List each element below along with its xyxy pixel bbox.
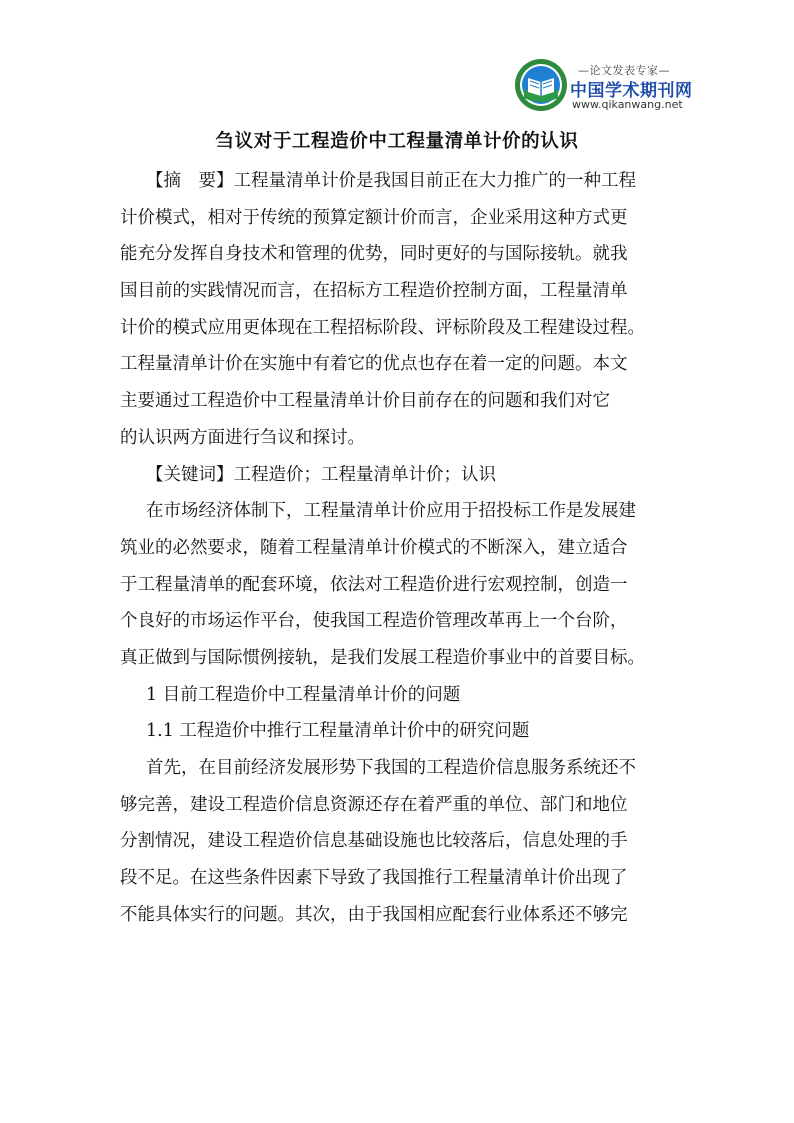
paragraph-line: 筑业的必然要求，随着工程量清单计价模式的不断深入，建立适合 <box>120 537 628 558</box>
abstract-line: 国目前的实践情况而言，在招标方工程造价控制方面，工程量清单 <box>120 281 628 302</box>
logo-url: www.qikanwang.net <box>572 98 683 111</box>
paragraph-line: 分割情况，建设工程造价信息基础设施也比较落后，信息处理的手 <box>120 831 628 852</box>
paragraph-line: 不能具体实行的问题。其次，由于我国相应配套行业体系还不够完 <box>120 904 628 925</box>
abstract-line: 【摘 要】工程量清单计价是我国目前正在大力推广的一种工程 <box>146 171 636 191</box>
abstract-line: 计价模式，相对于传统的预算定额计价而言，企业采用这种方式更 <box>120 207 628 228</box>
logo-emblem-icon <box>514 58 568 112</box>
paragraph-line: 在市场经济体制下，工程量清单计价应用于招投标工作是发展建 <box>146 501 636 522</box>
keywords-line: 【关键词】工程造价；工程量清单计价；认识 <box>146 464 496 485</box>
paragraph-line: 真正做到与国际惯例接轨，是我们发展工程造价事业中的首要目标。 <box>120 647 645 668</box>
site-logo <box>514 58 693 120</box>
paragraph-line: 个良好的市场运作平台，使我国工程造价管理改革再上一个台阶， <box>120 611 628 632</box>
section-heading: 1 目前工程造价中工程量清单计价的问题 <box>146 684 461 705</box>
logo-tagline: —论文发表专家— <box>578 64 670 77</box>
paragraph-line: 首先，在目前经济发展形势下我国的工程造价信息服务系统还不 <box>146 758 636 778</box>
logo-name: 中国学术期刊网 <box>570 81 693 101</box>
paragraph-line: 够完善，建设工程造价信息资源还存在着严重的单位、部门和地位 <box>120 794 628 815</box>
abstract-line: 的认识两方面进行刍议和探讨。 <box>120 427 365 448</box>
abstract-line: 计价的模式应用更体现在工程招标阶段、评标阶段及工程建设过程。 <box>120 317 645 338</box>
article-body <box>120 163 665 933</box>
abstract-line: 能充分发挥自身技术和管理的优势，同时更好的与国际接轨。就我 <box>120 244 628 265</box>
paper-title: 刍议对于工程造价中工程量清单计价的认识 <box>215 131 579 152</box>
abstract-line: 主要通过工程造价中工程量清单计价目前存在的问题和我们对它 <box>120 391 610 412</box>
paragraph-line: 段不足。在这些条件因素下导致了我国推行工程量清单计价出现了 <box>120 868 628 889</box>
subsection-heading: 1.1 工程造价中推行工程量清单计价中的研究问题 <box>146 721 530 742</box>
paragraph-line: 于工程量清单的配套环境，依法对工程造价进行宏观控制，创造一 <box>120 574 628 595</box>
abstract-line: 工程量清单计价在实施中有着它的优点也存在着一定的问题。本文 <box>120 354 628 375</box>
